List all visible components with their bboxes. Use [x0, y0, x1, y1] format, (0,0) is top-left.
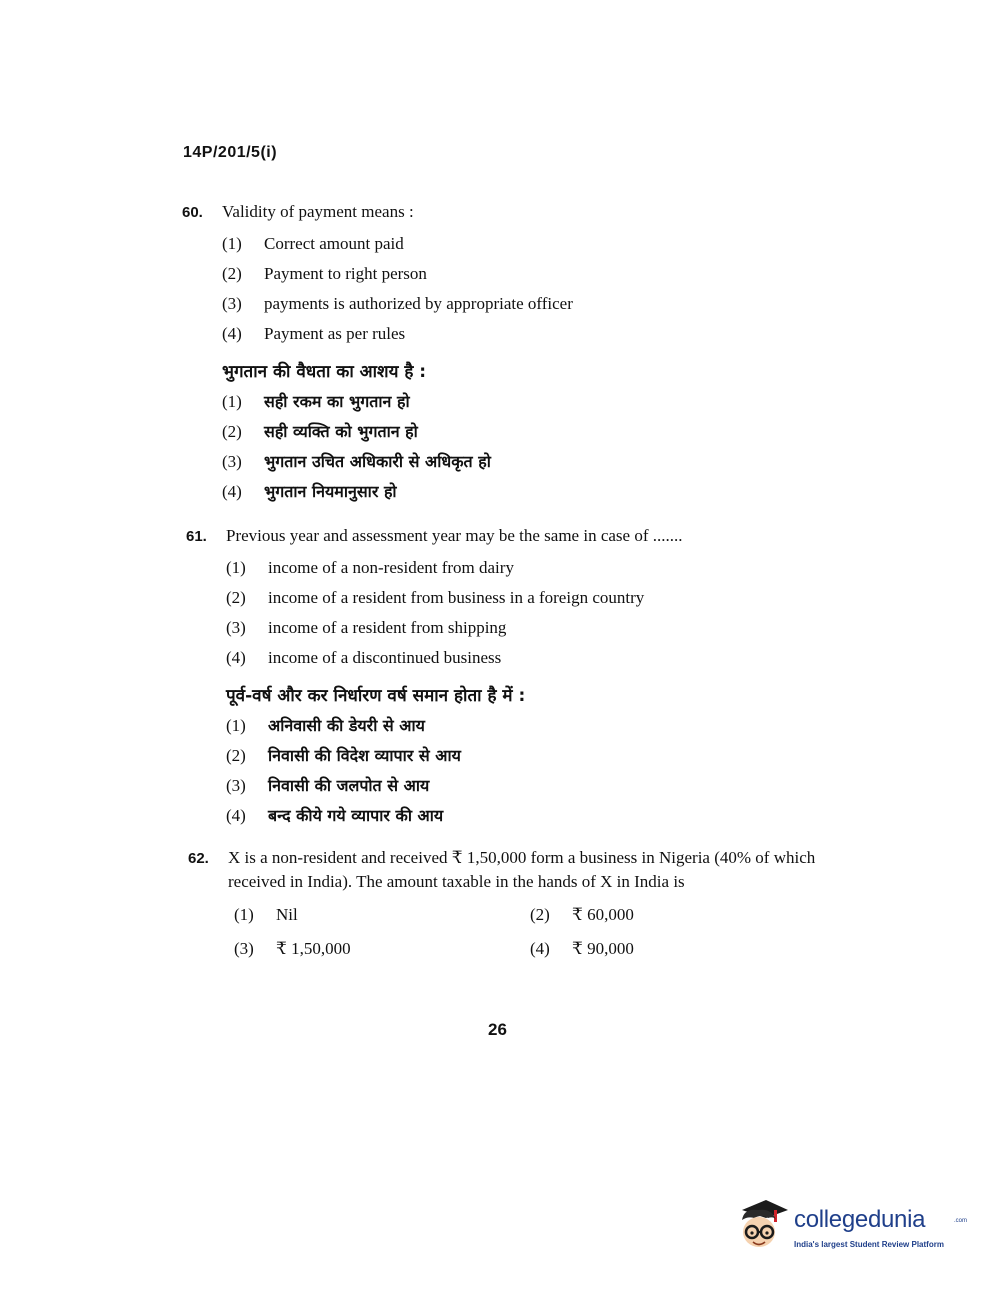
- hindi-option-3: [226, 771, 836, 801]
- option-4: [226, 643, 836, 673]
- option-3: [234, 934, 530, 964]
- question-text: Validity of payment means :: [222, 202, 414, 221]
- question-text: X is a non-resident and received ₹ 1,50,000 form a business in Nigeria (40% of which received in India). The amount taxable in the hands of X in India is: [228, 848, 816, 891]
- option-number: (1): [234, 905, 254, 924]
- option-1: [226, 553, 836, 583]
- option-2: [226, 583, 836, 613]
- option-number: (4): [222, 324, 242, 343]
- option-text: Payment as per rules: [264, 324, 406, 343]
- hindi-question-text: पूर्व-वर्ष और कर निर्धारण वर्ष समान होता है में :: [226, 686, 526, 706]
- option-text: payments is authorized by appropriate officer: [264, 294, 573, 313]
- hindi-option-2: [222, 417, 832, 447]
- option-text: income of a non-resident from dairy: [268, 558, 514, 577]
- option-text: Nil: [276, 905, 298, 924]
- option-number: (2): [222, 264, 242, 283]
- collegedunia-logo-icon: [736, 1196, 788, 1254]
- options-grid: [234, 900, 828, 964]
- collegedunia-domain-suffix: .com: [954, 1218, 968, 1224]
- page-code: 14P/201/5(i): [183, 144, 278, 161]
- option-text: Correct amount paid: [264, 234, 404, 253]
- option-text: सही व्यक्ति को भुगतान हो: [264, 422, 418, 441]
- question-62: [188, 846, 828, 964]
- question-stem: [182, 200, 832, 225]
- option-number: (4): [222, 482, 242, 501]
- option-text: Payment to right person: [264, 264, 427, 283]
- option-text: income of a discontinued business: [268, 648, 502, 667]
- option-number: (4): [226, 806, 246, 825]
- option-4: [222, 319, 832, 349]
- option-text: अनिवासी की डेयरी से आय: [268, 716, 425, 735]
- option-text: भुगतान नियमानुसार हो: [264, 482, 397, 501]
- question-text: Previous year and assessment year may be the same in case of .......: [226, 526, 683, 545]
- option-number: (4): [530, 939, 550, 958]
- question-number: 62.: [188, 850, 209, 867]
- option-number: (1): [222, 234, 242, 253]
- option-2: [222, 259, 832, 289]
- hindi-option-4: [222, 477, 832, 507]
- option-text: भुगतान उचित अधिकारी से अधिकृत हो: [264, 452, 491, 471]
- option-2: [530, 900, 730, 930]
- hindi-option-1: [222, 387, 832, 417]
- option-number: (1): [226, 716, 246, 735]
- option-text: निवासी की जलपोत से आय: [268, 776, 430, 795]
- question-number: 61.: [186, 528, 207, 545]
- option-3: [226, 613, 836, 643]
- option-text: income of a resident from shipping: [268, 618, 507, 637]
- option-text: income of a resident from business in a foreign country: [268, 588, 645, 607]
- option-number: (3): [234, 939, 254, 958]
- option-number: (1): [226, 558, 246, 577]
- option-number: (3): [226, 776, 246, 795]
- question-number: 60.: [182, 204, 203, 221]
- option-number: (1): [222, 392, 242, 411]
- option-text: निवासी की विदेश व्यापार से आय: [268, 746, 461, 765]
- option-text: सही रकम का भुगतान हो: [264, 392, 410, 411]
- option-number: (2): [226, 588, 246, 607]
- hindi-option-4: [226, 801, 836, 831]
- option-number: (2): [222, 422, 242, 441]
- option-number: (2): [530, 905, 550, 924]
- option-text: ₹ 60,000: [572, 905, 634, 924]
- option-1: [222, 229, 832, 259]
- page-number: 26: [488, 1020, 507, 1039]
- hindi-option-3: [222, 447, 832, 477]
- option-number: (3): [226, 618, 246, 637]
- option-number: (4): [226, 648, 246, 667]
- question-61: [186, 524, 836, 831]
- option-1: [234, 900, 530, 930]
- collegedunia-wordmark: collegedunia: [794, 1206, 926, 1233]
- option-3: [222, 289, 832, 319]
- question-60: [182, 200, 832, 507]
- option-text: ₹ 90,000: [572, 939, 634, 958]
- option-number: (2): [226, 746, 246, 765]
- option-4: [530, 934, 730, 964]
- option-text: बन्द कीये गये व्यापार की आय: [268, 806, 444, 825]
- hindi-question-text: भुगतान की वैधता का आशय है :: [222, 362, 427, 382]
- hindi-option-2: [226, 741, 836, 771]
- option-number: (3): [222, 452, 242, 471]
- collegedunia-tagline: India's largest Student Review Platform: [794, 1240, 944, 1249]
- option-number: (3): [222, 294, 242, 313]
- question-stem: [188, 846, 828, 894]
- collegedunia-watermark: [736, 1196, 966, 1260]
- question-stem: [186, 524, 836, 549]
- option-text: ₹ 1,50,000: [276, 939, 351, 958]
- hindi-option-1: [226, 711, 836, 741]
